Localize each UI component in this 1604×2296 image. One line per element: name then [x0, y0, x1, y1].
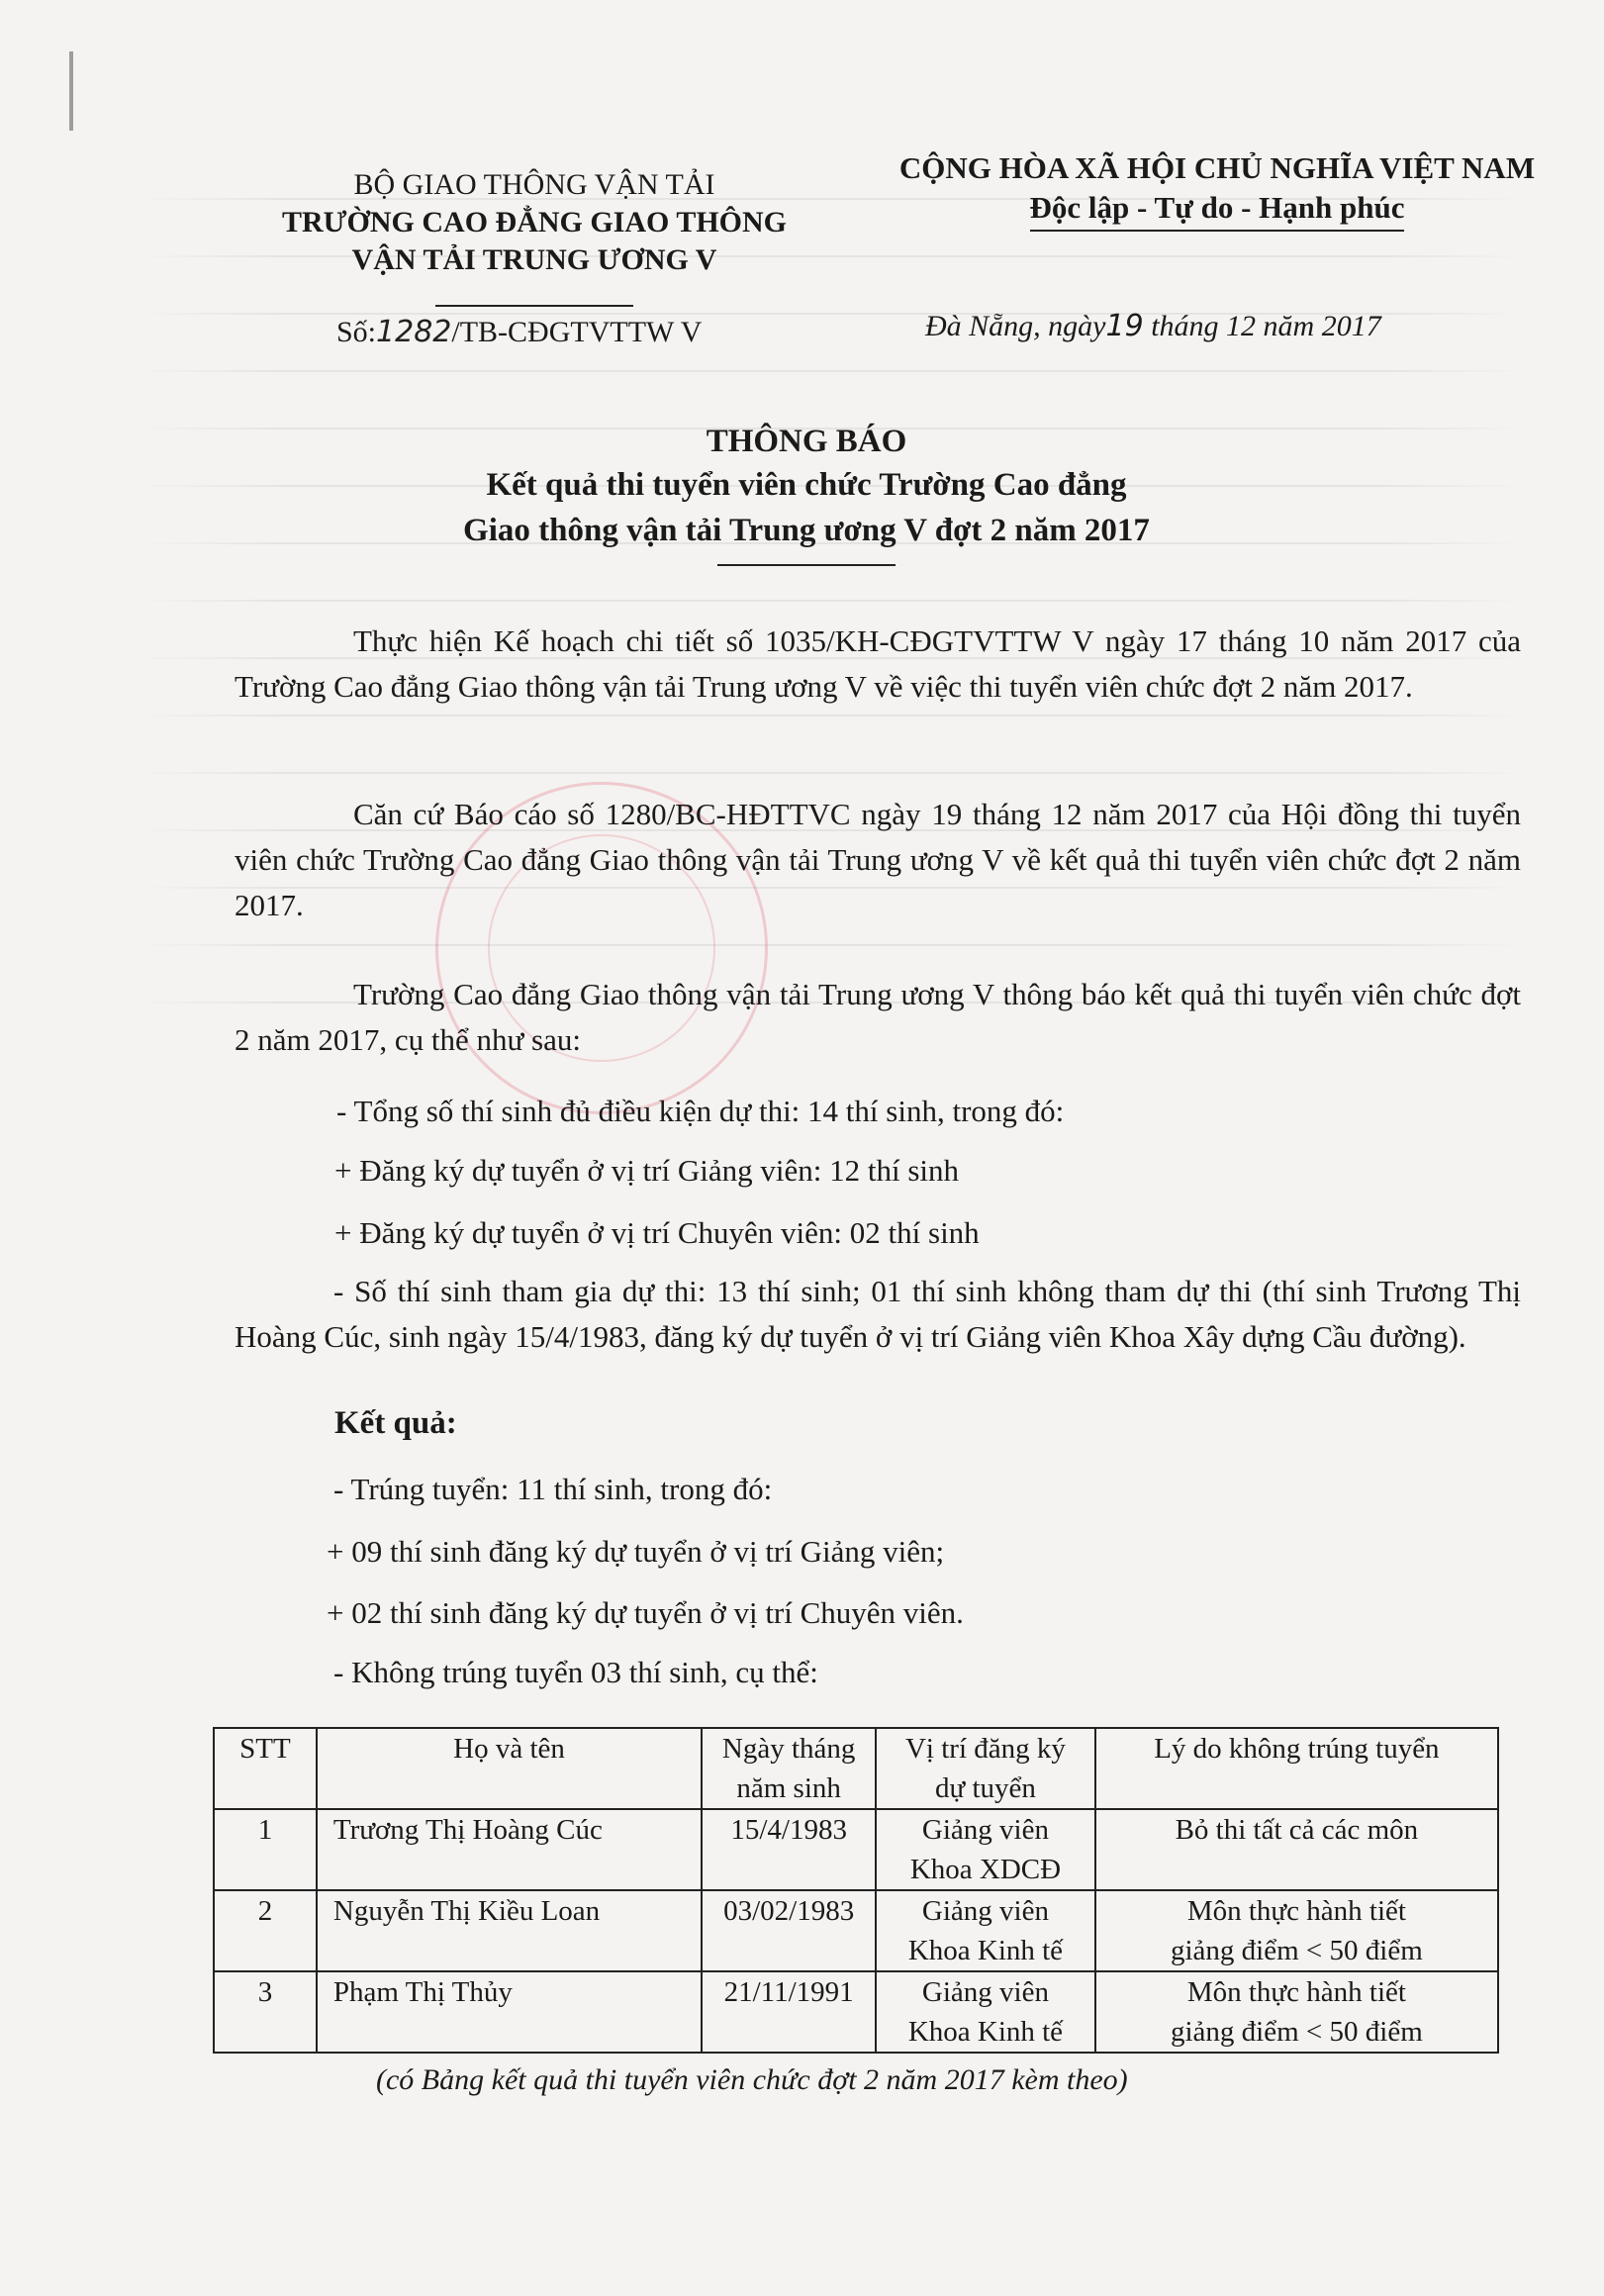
list-item: + 09 thí sinh đăng ký dự tuyển ở vị trí Giảng viên;: [327, 1534, 945, 1569]
school-name-line1: TRƯỜNG CAO ĐẲNG GIAO THÔNG: [281, 206, 788, 239]
col-position: Vị trí đăng ký dự tuyển: [876, 1728, 1095, 1809]
paragraph-attendance: - Số thí sinh tham gia dự thi: 13 thí sinh; 01 thí sinh không tham dự thi (thí sinh Trương Thị Hoàng Cúc, sinh ngày 15/4/1983, đăng ký dự tuyển ở vị trí Giảng viên Khoa Xây dựng Cầu đường).: [235, 1274, 1521, 1354]
national-header: [861, 148, 1573, 232]
table-row: 1 Trương Thị Hoàng Cúc 15/4/1983 Giảng viên Khoa XDCĐ Bỏ thi tất cả các môn: [214, 1809, 1498, 1890]
ministry-name: BỘ GIAO THÔNG VẬN TẢI: [353, 168, 715, 201]
title-underline: [717, 564, 896, 566]
doc-title: THÔNG BÁO: [706, 424, 907, 459]
col-stt: STT: [214, 1728, 317, 1809]
result-heading: Kết quả:: [334, 1405, 457, 1441]
paragraph-plan: Thực hiện Kế hoạch chi tiết số 1035/KH-CĐGTVTTW V ngày 17 tháng 10 năm 2017 của Trường Cao đẳng Giao thông vận tải Trung ương V về việc thi tuyển viên chức đợt 2 năm 2017.: [235, 623, 1521, 704]
doc-subtitle-1: Kết quả thi tuyển viên chức Trường Cao đẳng: [486, 467, 1127, 503]
table-header-row: [214, 1728, 1498, 1809]
list-item: - Không trúng tuyển 03 thí sinh, cụ thể:: [333, 1655, 818, 1689]
table-row: 2 Nguyễn Thị Kiều Loan 03/02/1983 Giảng viên Khoa Kinh tế Môn thực hành tiết giảng điểm < 50 điểm: [214, 1890, 1498, 1971]
paragraph-announcement: Trường Cao đẳng Giao thông vận tải Trung ương V thông báo kết quả thi tuyển viên chức đợt 2 năm 2017, cụ thể như sau:: [235, 977, 1521, 1057]
doc-subtitle-2: Giao thông vận tải Trung ương V đợt 2 năm 2017: [463, 513, 1150, 548]
attachment-note: (có Bảng kết quả thi tuyển viên chức đợt 2 năm 2017 kèm theo): [376, 2063, 1128, 2096]
handwritten-number: 1282: [376, 315, 452, 349]
list-item: - Tổng số thí sinh đủ điều kiện dự thi: 14 thí sinh, trong đó:: [336, 1094, 1065, 1128]
national-motto: Độc lập - Tự do - Hạnh phúc: [1030, 188, 1405, 232]
school-name-line2: VẬN TẢI TRUNG ƯƠNG V: [351, 243, 717, 276]
list-item: + Đăng ký dự tuyển ở vị trí Chuyên viên: 02 thí sinh: [334, 1215, 980, 1250]
staple-mark: [69, 51, 73, 131]
reference-number: Số:1282/TB-CĐGTVTTW V: [336, 315, 703, 349]
list-item: - Trúng tuyển: 11 thí sinh, trong đó:: [333, 1472, 773, 1506]
issuer-block: [247, 166, 821, 317]
issuer-underline: [435, 305, 633, 307]
table-row: 3 Phạm Thị Thủy 21/11/1991 Giảng viên Khoa Kinh tế Môn thực hành tiết giảng điểm < 50 điểm: [214, 1971, 1498, 2053]
handwritten-day: 19: [1105, 309, 1144, 343]
col-name: Họ và tên: [317, 1728, 702, 1809]
failed-candidates-table: [213, 1727, 1499, 2054]
nation-name: CỘNG HÒA XÃ HỘI CHỦ NGHĨA VIỆT NAM: [898, 150, 1536, 185]
list-item: + Đăng ký dự tuyển ở vị trí Giảng viên: 12 thí sinh: [334, 1153, 960, 1188]
col-dob: Ngày tháng năm sinh: [702, 1728, 876, 1809]
col-reason: Lý do không trúng tuyển: [1095, 1728, 1498, 1809]
date-line: Đà Nẵng, ngày19 tháng 12 năm 2017: [925, 309, 1381, 343]
paragraph-report: Căn cứ Báo cáo số 1280/BC-HĐTTVC ngày 19 tháng 12 năm 2017 của Hội đồng thi tuyển viên chức Trường Cao đẳng Giao thông vận tải Trung ương V về kết quả thi tuyển viên chức đợt 2 năm 2017.: [235, 797, 1521, 922]
list-item: + 02 thí sinh đăng ký dự tuyển ở vị trí Chuyên viên.: [327, 1595, 964, 1630]
